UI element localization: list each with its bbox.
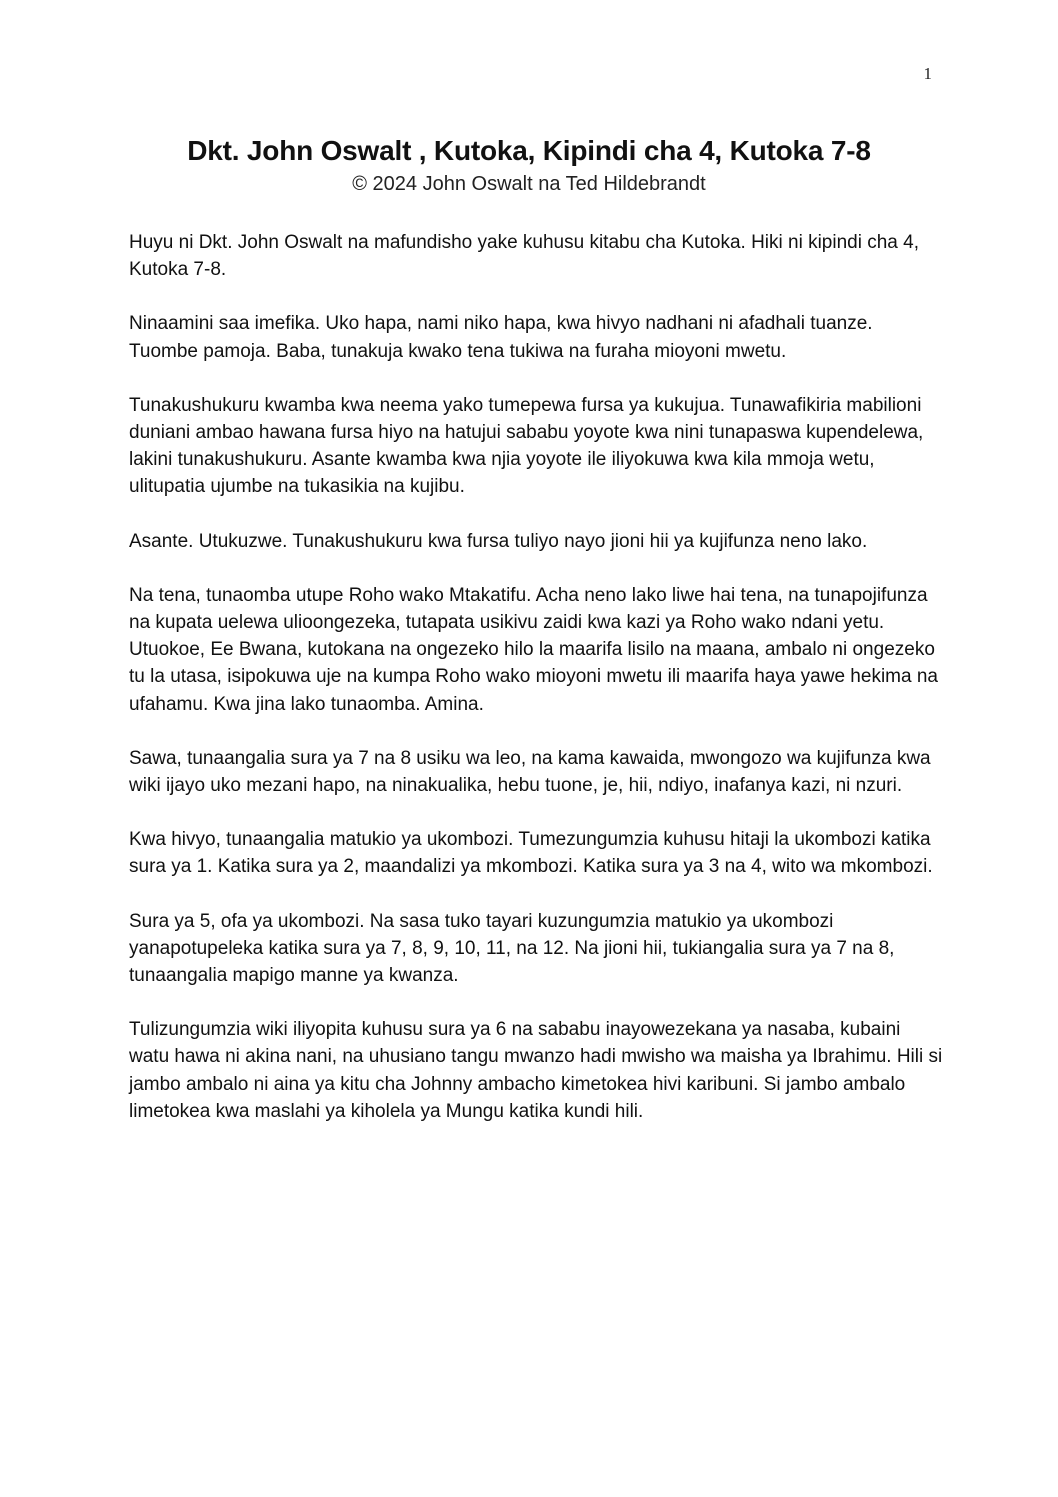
paragraph: Kwa hivyo, tunaangalia matukio ya ukombozi. Tumezungumzia kuhusu hitaji la ukombozi katika sura ya 1. Katika sura ya 2, maandalizi ya mkombozi. Katika sura ya 3 na 4, wito wa mkombozi. bbox=[129, 829, 933, 878]
copyright-line: © 2024 John Oswalt na Ted Hildebrandt bbox=[352, 173, 706, 195]
paragraph: Sawa, tunaangalia sura ya 7 na 8 usiku wa leo, na kama kawaida, mwongozo wa kujifunza kwa wiki ijayo uko mezani hapo, na ninakualika, hebu tuone, je, hii, ndiyo, inafanya kazi, ni nzuri. bbox=[129, 747, 931, 797]
page-number: 1 bbox=[923, 64, 932, 83]
paragraph: Huyu ni Dkt. John Oswalt na mafundisho yake kuhusu kitabu cha Kutoka. Hiki ni kipindi cha 4, Kutoka 7-8. bbox=[129, 232, 919, 281]
document-body bbox=[129, 229, 944, 1152]
document-title: Dkt. John Oswalt , Kutoka, Kipindi cha 4, Kutoka 7-8 bbox=[187, 135, 871, 166]
paragraph: Asante. Utukuzwe. Tunakushukuru kwa fursa tuliyo nayo jioni hii ya kujifunza neno lako. bbox=[129, 530, 868, 552]
paragraph: Tulizungumzia wiki iliyopita kuhusu sura ya 6 na sababu inayowezekana ya nasaba, kubaini watu hawa ni akina nani, na uhusiano tangu mwanzo hadi mwisho wa maisha ya Ibrahimu. Hili si jambo ambalo ni aina ya kitu cha Johnny ambacho kimetokea hivi karibuni. Si jambo ambalo limetokea kwa maslahi ya kiholela ya Mungu katika kundi hili. bbox=[129, 1019, 943, 1122]
paragraph: Sura ya 5, ofa ya ukombozi. Na sasa tuko tayari kuzungumzia matukio ya ukombozi yanapotupeleka katika sura ya 7, 8, 9, 10, 11, na 12. Na jioni hii, tukiangalia sura ya 7 na 8, tunaangalia mapigo manne ya kwanza. bbox=[129, 910, 895, 987]
document-header bbox=[0, 133, 1058, 197]
paragraph: Ninaamini saa imefika. Uko hapa, nami niko hapa, kwa hivyo nadhani ni afadhali tuanze. Tuombe pamoja. Baba, tunakuja kwako tena tukiwa na furaha mioyoni mwetu. bbox=[129, 313, 873, 362]
paragraph: Tunakushukuru kwamba kwa neema yako tumepewa fursa ya kukujua. Tunawafikiria mabilioni duniani ambao hawana fursa hiyo na hatujui sababu yoyote kwa nini tunapaswa kupendelewa, lakini tunakushukuru. Asante kwamba kwa njia yoyote ile iliyokuwa kwa kila mmoja wetu, ulitupatia ujumbe na tukasikia na kujibu. bbox=[129, 394, 924, 498]
paragraph: Na tena, tunaomba utupe Roho wako Mtakatifu. Acha neno lako liwe hai tena, na tunapojifunza na kupata uelewa ulioongezeka, tutapata usikivu zaidi kwa kazi ya Roho wako ndani yetu. Utuokoe, Ee Bwana, kutokana na ongezeko hilo la maarifa lisilo na maana, ambalo ni ongezeko tu la utasa, isipokuwa uje na kumpa Roho wako mioyoni mwetu ili maarifa haya yawe hekima na ufahamu. Kwa jina lako tunaomba. Amina. bbox=[129, 584, 938, 715]
